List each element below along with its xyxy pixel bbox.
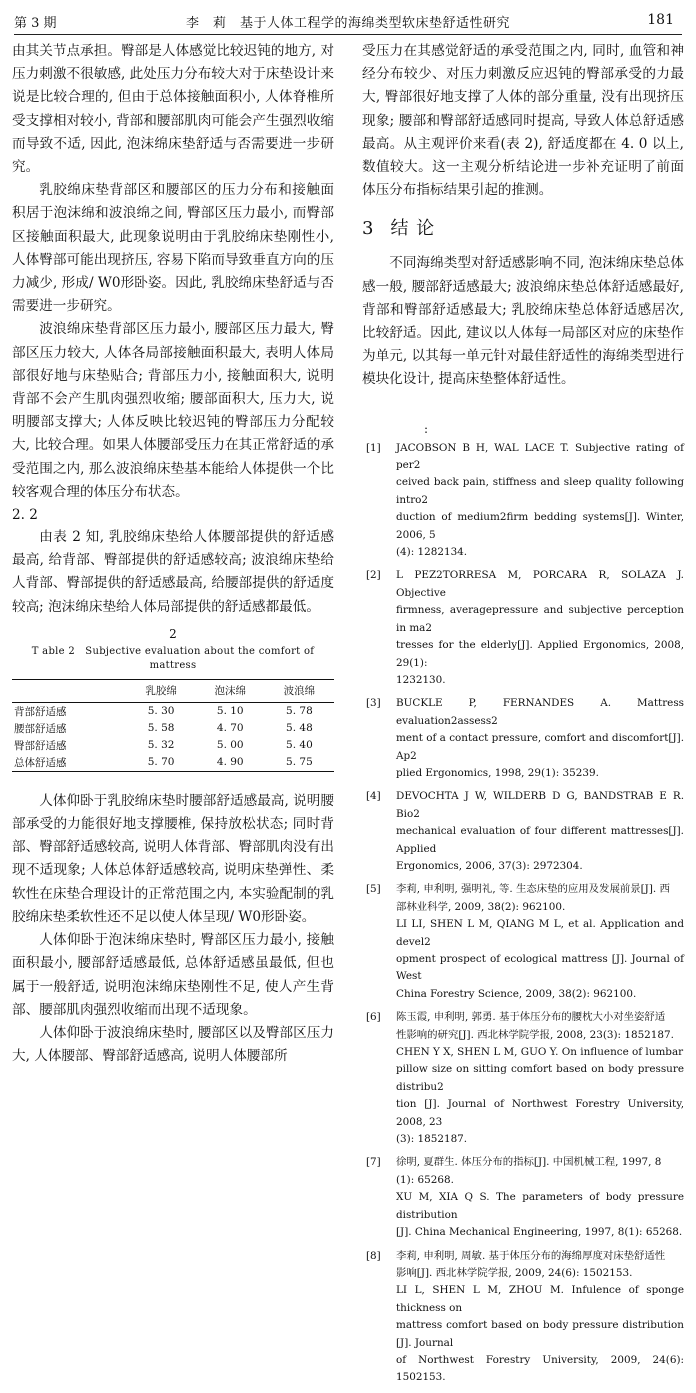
left-column <box>12 40 334 1068</box>
reference-line: plied Ergonomics, 1998, 29(1): 35239. <box>396 766 599 779</box>
running-title: 李 莉 基于人体工程学的海绵类型软床垫舒适性研究 <box>185 16 510 31</box>
left-paragraph-5: 人体仰卧于乳胶绵床垫时腰部舒适感最高, 说明腰部承受的力能很好地支撑腰椎, 保持放松状态; 同时背部、臀部舒适感较高, 说明人体背部、臀部肌肉没有出现不适现象; 人体总体舒适感较高, 说明床垫弹性、柔软性在床垫合理设计的正常范围之内, 本实验配制的乳胶绵床垫柔软性还不足以使人体呈现/ W0形卧姿。 <box>12 792 334 925</box>
table-caption: T able 2 Subjective evaluation about the comfort of mattress <box>31 645 315 671</box>
table-cell: 5. 32 <box>147 739 175 752</box>
table-cell: 5. 70 <box>127 754 196 772</box>
right-column <box>362 40 684 1393</box>
reference-line: CHEN Y X, SHEN L M, GUO Y. On influence of lumbar <box>396 1046 684 1059</box>
reference-line: 李莉, 申利明, 强明礼, 等. 生态床垫的应用及发展前景[J]. 西 <box>396 883 670 896</box>
reference-line: XU M, XIA Q S. The parameters of body pressure distribution <box>396 1191 684 1221</box>
reference-line: [J]. China Mechanical Engineering, 1997, 8(1): 65268. <box>396 1226 683 1239</box>
reference-line: 1232130. <box>396 673 446 686</box>
reference-line: BUCKLE P, FERNANDES A. Mattress evaluation2assess2 <box>396 697 684 727</box>
table-row <box>12 720 334 737</box>
reference-item <box>362 788 684 875</box>
left-paragraph-3: 波浪绵床垫背部区压力最小, 腰部区压力最大, 臀部区压力较大, 人体各局部接触面积最大, 表明人体局部很好地与床垫贴合; 背部压力小, 接触面积大, 说明背部不会产生肌肉强烈收缩; 腰部面积大, 压力大, 说明腰部支撑大; 人体反映比较迟钝的臀部压力分配较大, 比较合理。如果人体腰部受压力在其正常舒适的承受范围之内, 那么波浪绵床垫基本能给人体提供一个比较客观合理的体压分布状态。 <box>12 321 334 500</box>
reference-line: duction of medium2firm bedding systems[J]. Winter, 2006, 5 <box>396 511 684 541</box>
reference-item <box>362 881 684 1003</box>
row-label: 总体舒适感 <box>12 754 127 772</box>
reference-number: [5] <box>366 883 381 896</box>
table-cell: 5. 75 <box>265 754 334 772</box>
row-label: 腰部舒适感 <box>14 722 67 735</box>
left-paragraph-1: 由其关节点承担。臀部是人体感觉比较迟钝的地方, 对压力刺激不很敏感, 此处压力分布较大对于床垫设计来说是比较合理的, 但由于总体接触面积小, 人体脊椎所受支撑相对较小, 背部和腰部肌肉可能会产生强烈收缩而导致不适, 因此, 泡沫绵床垫舒适与否需要进一步研究。 <box>12 43 334 176</box>
reference-line: LI L, SHEN L M, ZHOU M. Infulence of sponge thickness on <box>396 1284 684 1314</box>
reference-item <box>362 440 684 562</box>
reference-line: LI LI, SHEN L M, QIANG M L, et al. Application and devel2 <box>396 918 684 948</box>
reference-number: [8] <box>366 1249 381 1262</box>
reference-number: [6] <box>366 1011 381 1024</box>
reference-item <box>362 567 684 689</box>
table-number: 2 <box>169 626 177 641</box>
right-paragraph-2: 不同海绵类型对舒适感影响不同, 泡沫绵床垫总体感一般, 腰部舒适感最大; 波浪绵床垫总体舒适感最好, 背部和臀部舒适感最大; 乳胶绵床垫总体舒适感居次, 比较舒适。因此, 建议以人体每一局部区对应的床垫作为单元, 以其每一单元针对最佳舒适性的海绵类型进行模块化设计, 提高床垫整体舒适性。 <box>362 255 684 388</box>
reference-line: of Northwest Forestry University, 2009, 24(6): 1502153. <box>396 1353 684 1384</box>
header-rule <box>14 34 682 35</box>
reference-number: [3] <box>366 697 381 710</box>
table-cell: 4. 70 <box>216 722 244 735</box>
issue-number: 第 3 期 <box>14 16 57 31</box>
table-cell: 5. 00 <box>216 739 244 752</box>
table-header-cell: 乳胶绵 <box>127 679 196 702</box>
reference-line: 影响[J]. 西北林学院学报, 2009, 24(6): 1502153. <box>396 1266 633 1279</box>
table-header-cell <box>12 679 127 702</box>
reference-line: JACOBSON B H, WAL LACE T. Subjective rating of per2 <box>396 441 684 472</box>
row-label: 背部舒适感 <box>14 705 67 718</box>
table-header-cell: 波浪绵 <box>265 679 334 702</box>
page-header <box>14 10 682 32</box>
reference-line: 李莉, 申利明, 周敏. 基于体压分布的海绵厚度对床垫舒适性 <box>396 1249 666 1262</box>
reference-line: 性影响的研究[J]. 西北林学院学报, 2008, 23(3): 1852187. <box>396 1028 674 1041</box>
reference-number: [2] <box>366 569 381 582</box>
reference-line: 部林业科学, 2009, 38(2): 962100. <box>396 900 566 913</box>
table-cell: 5. 10 <box>216 705 244 718</box>
table-cell: 5. 78 <box>286 705 313 718</box>
table-header-row <box>12 679 334 702</box>
left-paragraph-2: 乳胶绵床垫背部区和腰部区的压力分布和接触面积居于泡沫绵和波浪绵之间, 臀部区压力最小, 而臀部区接触面积最大, 此现象说明由于乳胶绵床垫刚性小, 人体臀部可能出现挤压, 容易下陷而导致垂直方向的压力减少, 形成/ W0形卧姿。因此, 乳胶绵床垫舒适与否需要进一步研究。 <box>12 182 334 315</box>
reference-line: mechanical evaluation of four different mattresses[J]. Applied <box>396 825 684 855</box>
reference-line: 陈玉霞, 申利明, 郭勇. 基于体压分布的腰枕大小对坐姿舒适 <box>396 1011 666 1024</box>
reference-line: tion [J]. Journal of Northwest Forestry University, 2008, 23 <box>396 1098 684 1128</box>
table-cell: 4. 90 <box>196 754 265 772</box>
table-row <box>12 737 334 754</box>
reference-line: 徐明, 夏群生. 体压分布的指标[J]. 中国机械工程, 1997, 8 <box>396 1156 662 1169</box>
reference-line: ment of a contact pressure, comfort and discomfort[J]. Ap2 <box>396 732 684 762</box>
reference-line: Ergonomics, 2006, 37(3): 2972304. <box>396 859 583 872</box>
reference-line: mattress comfort based on body pressure distribution [J]. Journal <box>396 1319 684 1349</box>
table-row <box>12 754 334 772</box>
right-paragraph-1: 受压力在其感觉舒适的承受范围之内, 同时, 血管和神经分布较少、对压力刺激反应迟钝的臀部承受的力最大, 臀部很好地支撑了人体的部分重量, 没有出现挤压现象; 腰部和臀部舒适感同时提高, 导致人体总舒适感最高。从主观评价来看(表 2), 舒适度都在 4. 0 以上, 数值较大。这一主观分析结论进一步补充证明了前面体压分布指标结果引起的推测。 <box>362 43 684 199</box>
page-number: 181 <box>647 12 674 28</box>
reference-number: [1] <box>366 441 381 454</box>
row-label: 臀部舒适感 <box>14 739 67 752</box>
reference-number: [7] <box>366 1156 381 1169</box>
reference-item <box>362 1154 684 1241</box>
left-paragraph-6: 人体仰卧于泡沫绵床垫时, 臀部区压力最小, 接触面积最小, 腰部舒适感最低, 总体舒适感虽最低, 但也属于一般舒适, 说明泡沫绵床垫刚性不足, 使人产生背部、腰部肌肉强烈收缩而出现不适现象。 <box>12 932 334 1018</box>
comfort-table <box>12 679 334 772</box>
table-header-cell: 泡沫绵 <box>196 679 265 702</box>
reference-line: (1): 65268. <box>396 1173 454 1186</box>
reference-line: DEVOCHTA J W, WILDERB D G, BANDSTRAB E R. Bio2 <box>396 790 684 820</box>
table-cell: 5. 40 <box>286 739 313 752</box>
reference-line: opment prospect of ecological mattress [J]. Journal of West <box>396 953 684 983</box>
reference-line: China Forestry Science, 2009, 38(2): 962100. <box>396 987 637 1000</box>
left-paragraph-4: 由表 2 知, 乳胶绵床垫给人体腰部提供的舒适感最高, 给背部、臀部提供的舒适感较高; 波浪绵床垫给人背部、臀部提供的舒适感最高, 给腰部提供的舒适度较高; 泡沫绵床垫给人体局部提供的舒适感都最低。 <box>12 529 334 615</box>
references-list <box>362 440 684 1387</box>
reference-number: [4] <box>366 790 381 803</box>
table-row <box>12 702 334 720</box>
reference-item <box>362 695 684 782</box>
left-paragraph-7: 人体仰卧于波浪绵床垫时, 腰部区以及臀部区压力大, 人体腰部、臀部舒适感高, 说明人体腰部所 <box>12 1024 334 1065</box>
reference-line: firmness, averagepressure and subjective perception in ma2 <box>396 604 684 634</box>
reference-item <box>362 1009 684 1148</box>
section-title: 结 论 <box>390 218 436 240</box>
reference-line: L PEZ2TORRESA M, PORCARA R, SOLAZA J. Objective <box>396 569 684 599</box>
reference-item <box>362 1248 684 1387</box>
section-heading-3 <box>362 214 684 240</box>
reference-line: ceived back pain, stiffness and sleep quality following intro2 <box>396 476 684 506</box>
reference-line: (3): 1852187. <box>396 1133 468 1146</box>
section-heading-2-2: 2. 2 <box>12 507 38 524</box>
table-cell: 5. 30 <box>147 705 175 718</box>
table-cell: 5. 48 <box>286 722 313 735</box>
reference-line: pillow size on sitting comfort based on body pressure distribu2 <box>396 1063 684 1093</box>
references-heading: : <box>424 421 429 436</box>
reference-line: (4): 1282134. <box>396 546 468 559</box>
section-number: 3 <box>362 218 375 240</box>
table-cell: 5. 58 <box>147 722 175 735</box>
reference-line: tresses for the elderly[J]. Applied Ergonomics, 2008, 29(1): <box>396 639 684 669</box>
